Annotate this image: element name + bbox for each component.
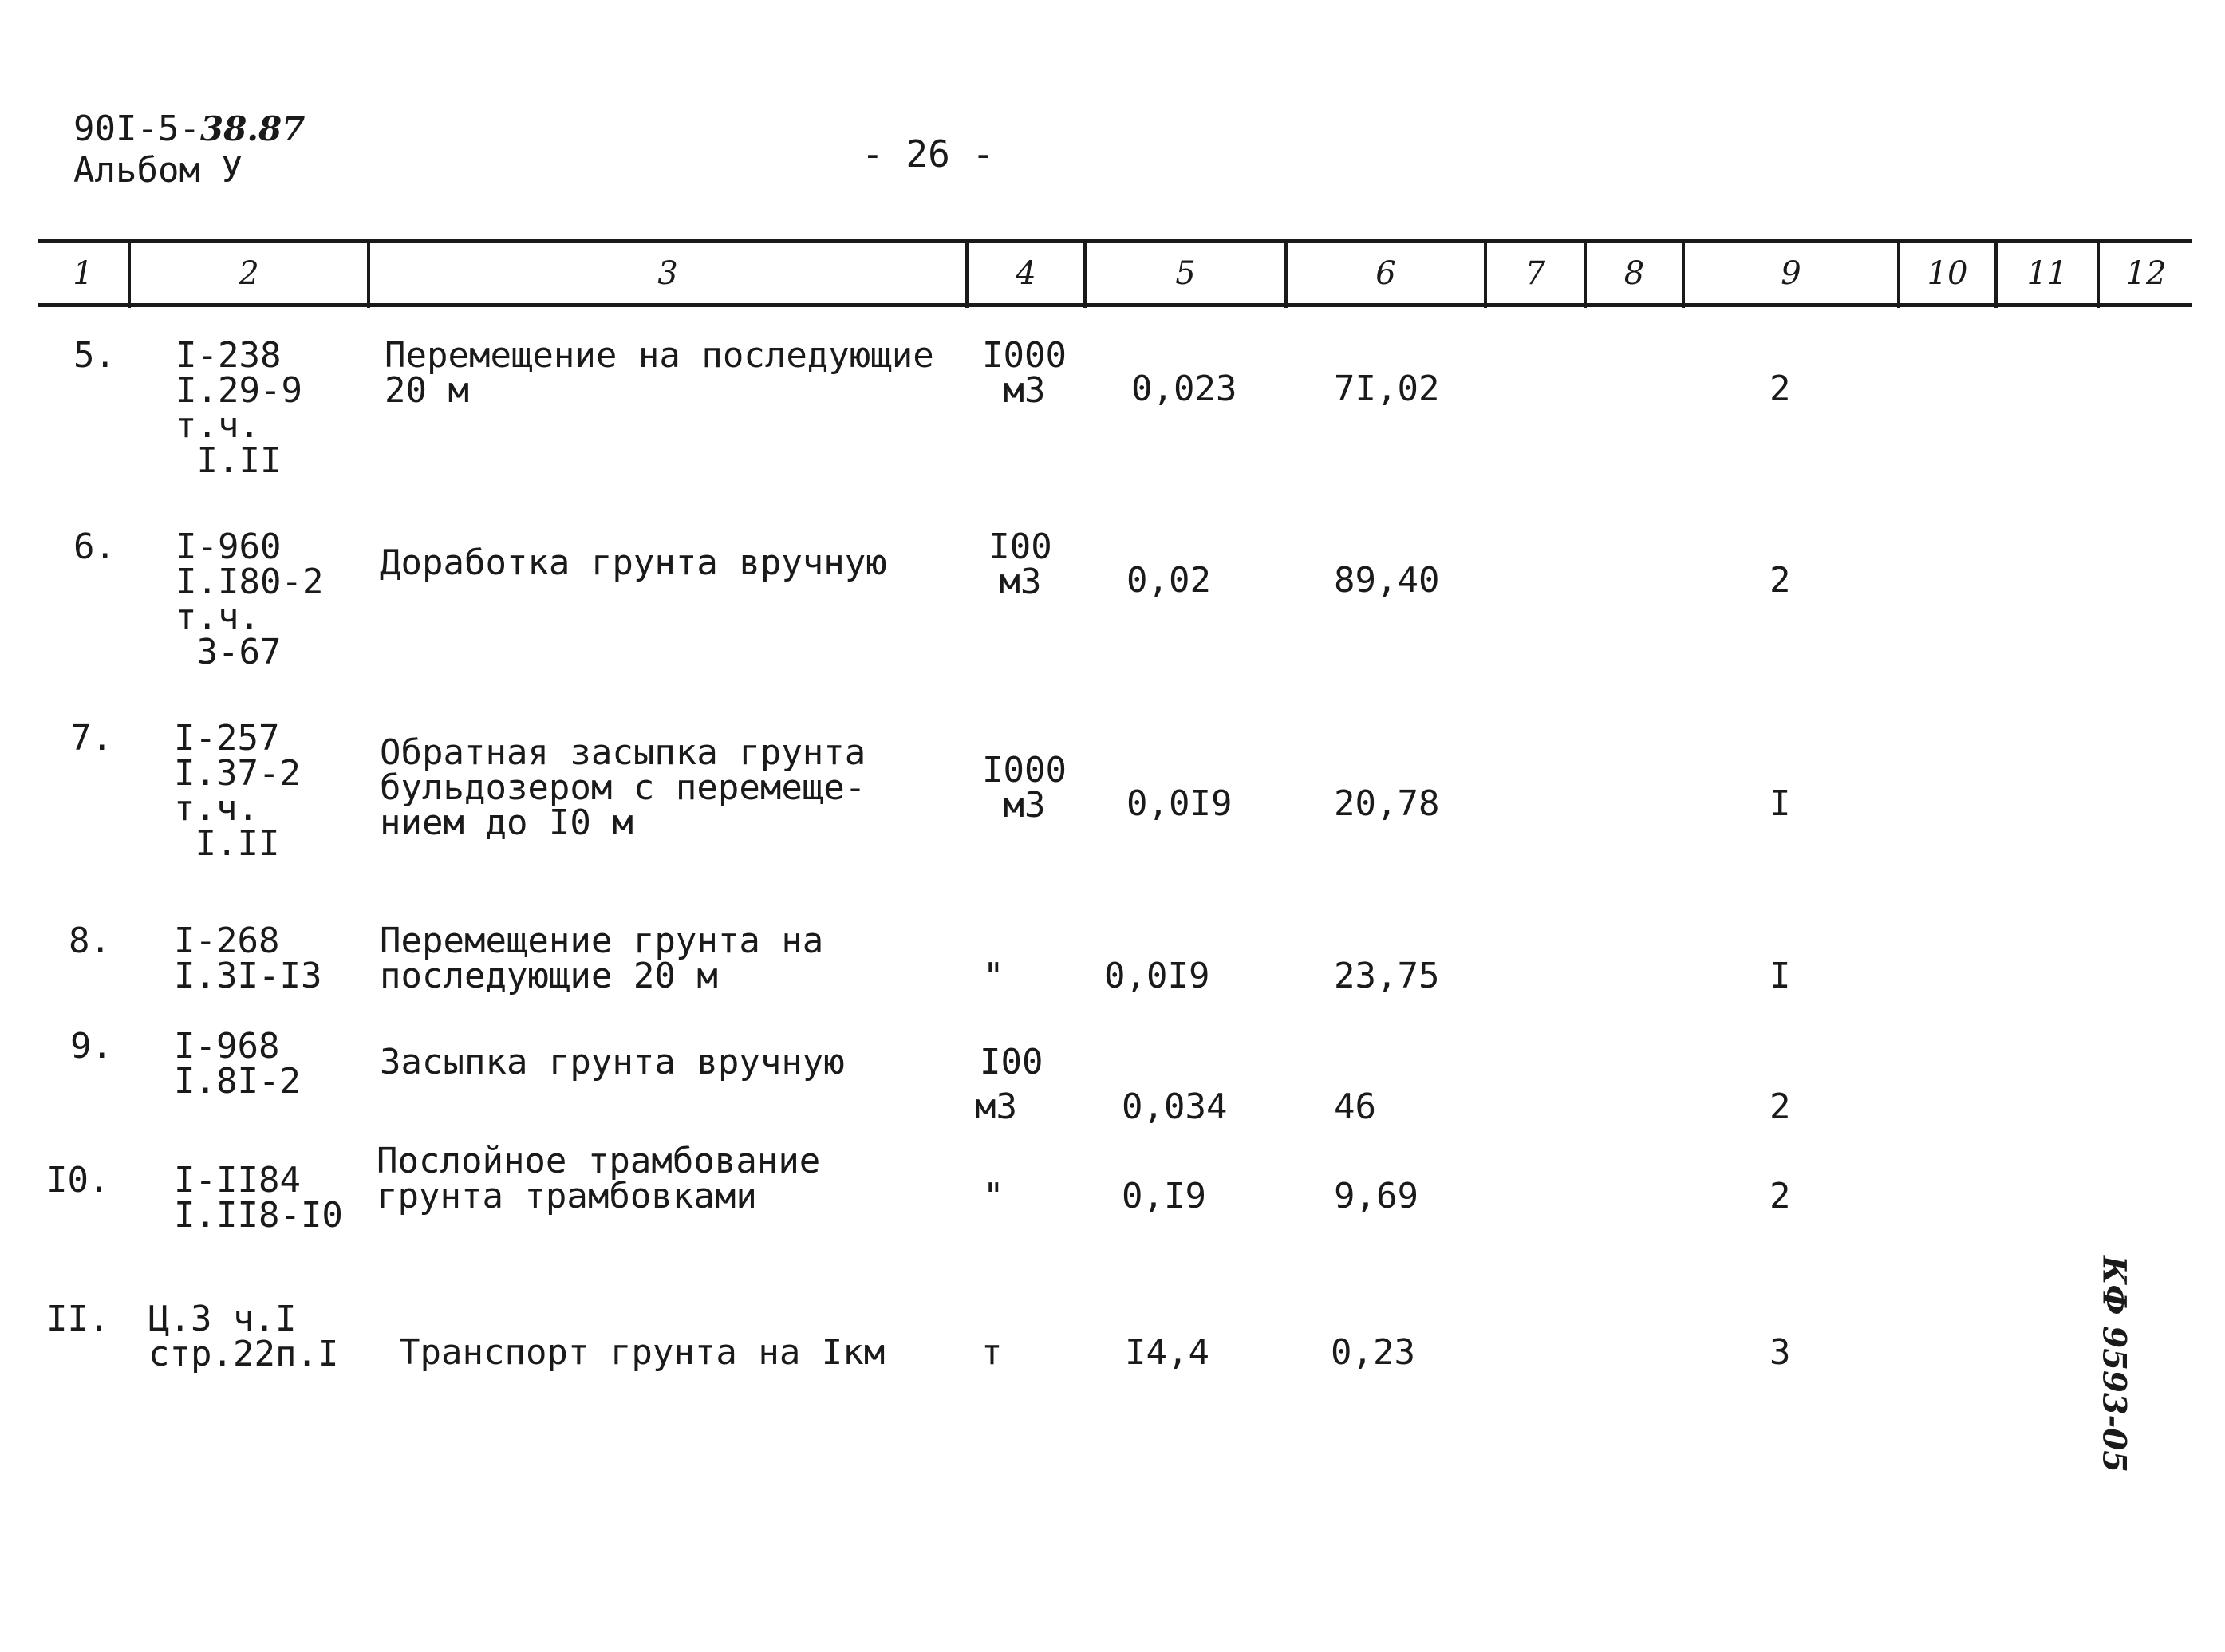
row-unit: [969, 526, 1072, 602]
row-number: 5.: [73, 335, 116, 376]
row-code-line: I.II8-I0: [174, 1195, 343, 1236]
row-price: 23,75: [1334, 956, 1440, 996]
document-code-handwritten: 38.87: [199, 109, 306, 148]
row-code-line: Ц.3 ч.I: [148, 1299, 297, 1339]
row-code: [174, 921, 322, 996]
column-number: 6: [1375, 255, 1396, 292]
row-price: 20,78: [1334, 783, 1440, 824]
row-unit-line: м3: [975, 1086, 1017, 1127]
row-unit-line: I00: [988, 526, 1052, 567]
row-grade: I: [1769, 956, 1791, 996]
row-code-line: т.ч.: [174, 788, 258, 829]
row-unit: т: [981, 1332, 1003, 1373]
row-description-line: нием до I0 м: [380, 802, 633, 843]
archive-stamp-text: КФ 9593-05: [2095, 1256, 2133, 1473]
row-number: 7.: [70, 718, 112, 759]
page-number: - 26 -: [862, 132, 995, 175]
row-description: [380, 921, 824, 996]
row-number: II.: [46, 1299, 110, 1339]
row-grade: 2: [1769, 1176, 1791, 1216]
album-label: Альбом У: [73, 150, 243, 191]
row-code-line: I.37-2: [174, 753, 301, 794]
header-bottom-rule: [38, 303, 2192, 307]
row-code-line: I.8I-2: [174, 1061, 301, 1102]
column-number: 8: [1623, 255, 1645, 292]
row-quantity: 0,I9: [1122, 1176, 1206, 1216]
row-number: 9.: [70, 1026, 112, 1067]
row-description-line: 20 м: [385, 370, 469, 411]
archive-stamp: [2074, 1228, 2154, 1500]
document-code: [73, 108, 306, 149]
row-unit-line: I000: [982, 335, 1067, 376]
row-unit-line: м3: [1003, 370, 1046, 411]
row-code: [176, 526, 324, 672]
row-unit: ": [983, 956, 1004, 996]
row-code-line: I-238: [176, 335, 282, 376]
row-code-line: I.II: [176, 440, 282, 481]
row-code-line: I-II84: [174, 1160, 301, 1201]
row-unit: [969, 750, 1080, 826]
row-code-line: 3-67: [176, 632, 282, 672]
row-quantity: 0,0I9: [1104, 956, 1210, 996]
row-description: [377, 1141, 821, 1216]
row-grade: 2: [1769, 560, 1791, 601]
row-description: [380, 542, 887, 583]
column-number: 2: [239, 255, 259, 292]
header-top-rule: [38, 239, 2192, 243]
column-number: 10: [1927, 255, 1968, 292]
row-price: 7I,02: [1334, 369, 1440, 409]
row-unit-line: м3: [999, 562, 1042, 602]
column-number: 1: [73, 255, 93, 292]
row-description-line: грунта трамбовками: [377, 1176, 757, 1216]
row-grade: 2: [1769, 1086, 1791, 1127]
row-description-line: бульдозером с перемеще-: [380, 767, 866, 808]
row-unit: [969, 335, 1080, 411]
row-code-line: т.ч.: [176, 597, 260, 637]
row-unit: ": [983, 1176, 1004, 1216]
row-code-line: I.I80-2: [176, 562, 324, 602]
row-number: 8.: [69, 921, 111, 961]
column-number: 5: [1175, 255, 1196, 292]
row-description: [380, 1042, 845, 1082]
row-price: 0,23: [1331, 1332, 1415, 1373]
row-price: 89,40: [1334, 560, 1440, 601]
row-code-line: I.II: [174, 823, 280, 864]
row-description-line: Обратная засыпка грунта: [380, 732, 866, 773]
row-price: 9,69: [1334, 1176, 1418, 1216]
row-grade: 2: [1769, 369, 1791, 409]
row-unit-line: I000: [982, 750, 1067, 791]
row-description-line: Доработка грунта вручную: [380, 542, 887, 583]
row-description: [385, 335, 934, 411]
row-grade: 3: [1769, 1332, 1791, 1373]
column-number: 11: [2026, 255, 2068, 292]
column-number: 12: [2125, 255, 2167, 292]
row-code-line: т.ч.: [176, 405, 260, 446]
row-description: [380, 732, 866, 843]
row-code-line: I-968: [174, 1026, 280, 1067]
column-number: 4: [1016, 255, 1036, 292]
row-code: [148, 1299, 339, 1374]
column-number: 7: [1525, 255, 1546, 292]
column-number: 9: [1781, 255, 1801, 292]
row-unit: [975, 1086, 1017, 1127]
row-description-line: Засыпка грунта вручную: [380, 1042, 845, 1082]
row-code-line: стр.22п.I: [148, 1334, 339, 1374]
row-unit-line: I00: [980, 1042, 1043, 1082]
document-code-typed: 90I-5-: [73, 108, 200, 149]
row-code: [176, 335, 302, 481]
row-code: [174, 1026, 301, 1102]
row-quantity: 0,02: [1126, 560, 1211, 601]
row-description-line: Транспорт грунта на Iкм: [399, 1332, 886, 1373]
row-code-line: I.3I-I3: [174, 956, 322, 996]
row-code: [174, 1160, 343, 1236]
row-code-line: I.29-9: [176, 370, 302, 411]
row-quantity: 0,023: [1131, 369, 1237, 409]
row-quantity: 0,0I9: [1126, 783, 1233, 824]
row-unit-line: м3: [1003, 785, 1046, 826]
row-description-line: Послойное трамбование: [377, 1141, 821, 1181]
row-code: [174, 718, 301, 864]
row-code-line: I-960: [176, 526, 282, 567]
row-quantity: 0,034: [1122, 1086, 1228, 1127]
row-number: I0.: [46, 1160, 110, 1201]
row-grade: I: [1769, 783, 1791, 824]
column-number: 3: [657, 255, 678, 292]
row-code-line: I-268: [174, 921, 280, 961]
row-description-line: Перемещение грунта на: [380, 921, 824, 961]
row-unit: [980, 1042, 1043, 1082]
row-description-line: последующие 20 м: [380, 956, 718, 996]
row-description-line: Перемещение на последующие: [385, 335, 934, 376]
row-number: 6.: [73, 526, 116, 567]
row-description: [399, 1332, 886, 1373]
row-code-line: I-257: [174, 718, 280, 759]
row-price: 46: [1334, 1086, 1376, 1127]
row-quantity: I4,4: [1125, 1332, 1209, 1373]
